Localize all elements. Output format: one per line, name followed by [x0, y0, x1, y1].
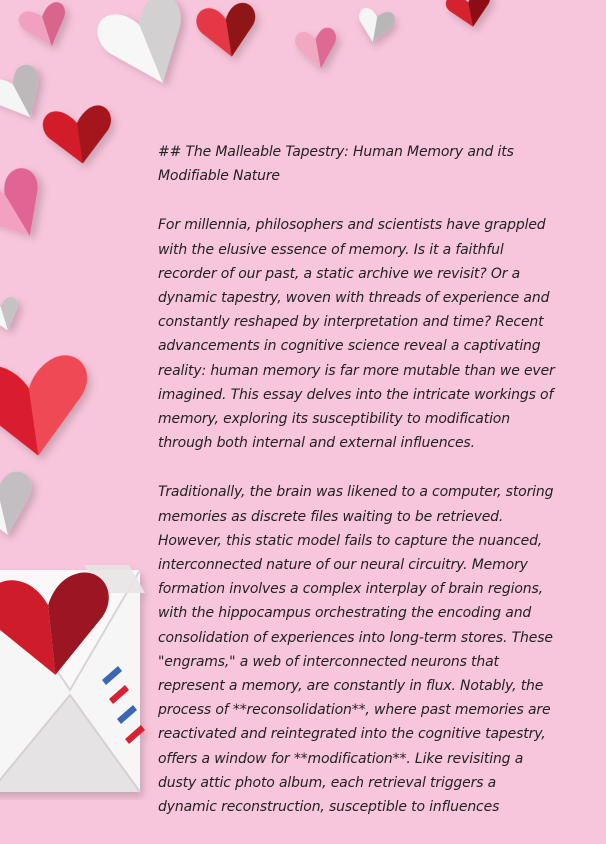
- heart-icon: [0, 295, 24, 335]
- heart-icon: [0, 469, 41, 542]
- heart-icon: [92, 0, 202, 99]
- heart-icon: [0, 352, 97, 463]
- heart-icon: [0, 570, 116, 681]
- heart-icon: [445, 0, 495, 31]
- heart-icon: [294, 26, 341, 72]
- heart-icon: [16, 0, 74, 54]
- heart-icon: [355, 7, 396, 45]
- essay-paragraph-1: For millennia, philosophers and scientists have grappled with the elusive essence of memory. Is it a faithful recorder of our past, a static archive we revisit? Or a dynamic tapestry, woven with threads of experience and constantly reshaped by interpretation and time? Recent advancements in cognitive science reveal a captivating reality: human memory is far more mutable than we ever imagined. This essay delves into the intricate workings of memory, exploring its susceptibility to modification through both internal and external influences.: [158, 217, 555, 452]
- essay-title: ## The Malleable Tapestry: Human Memory and its Modifiable Nature: [158, 144, 514, 185]
- heart-icon: [0, 163, 60, 254]
- airmail-stripes: [102, 666, 145, 744]
- heart-icon: [41, 104, 117, 169]
- heart-icon: [0, 61, 54, 130]
- envelope-icon: [0, 565, 145, 792]
- essay-content: [158, 140, 558, 844]
- heart-icon: [194, 1, 261, 61]
- essay-paragraph-2: Traditionally, the brain was likened to a computer, storing memories as discrete files waiting to be retrieved. However, this static model fails to capture the nuanced, interconnected nature of our neural circuitry. Memory formation involves a complex interplay of brain regions, with the hippocampus orchestrating the encoding and consolidation of experiences into long-term stores. These "engrams," a web of interconnected neurons that represent a memory, are constantly in flux. Notably, the process of **reconsolidation**, where past memories are reactivated and reintegrated into the cognitive tapestry, offers a window for **modification**. Like revisiting a dusty attic photo album, each retrieval triggers a dynamic reconstruction, susceptible to influences: [158, 484, 554, 816]
